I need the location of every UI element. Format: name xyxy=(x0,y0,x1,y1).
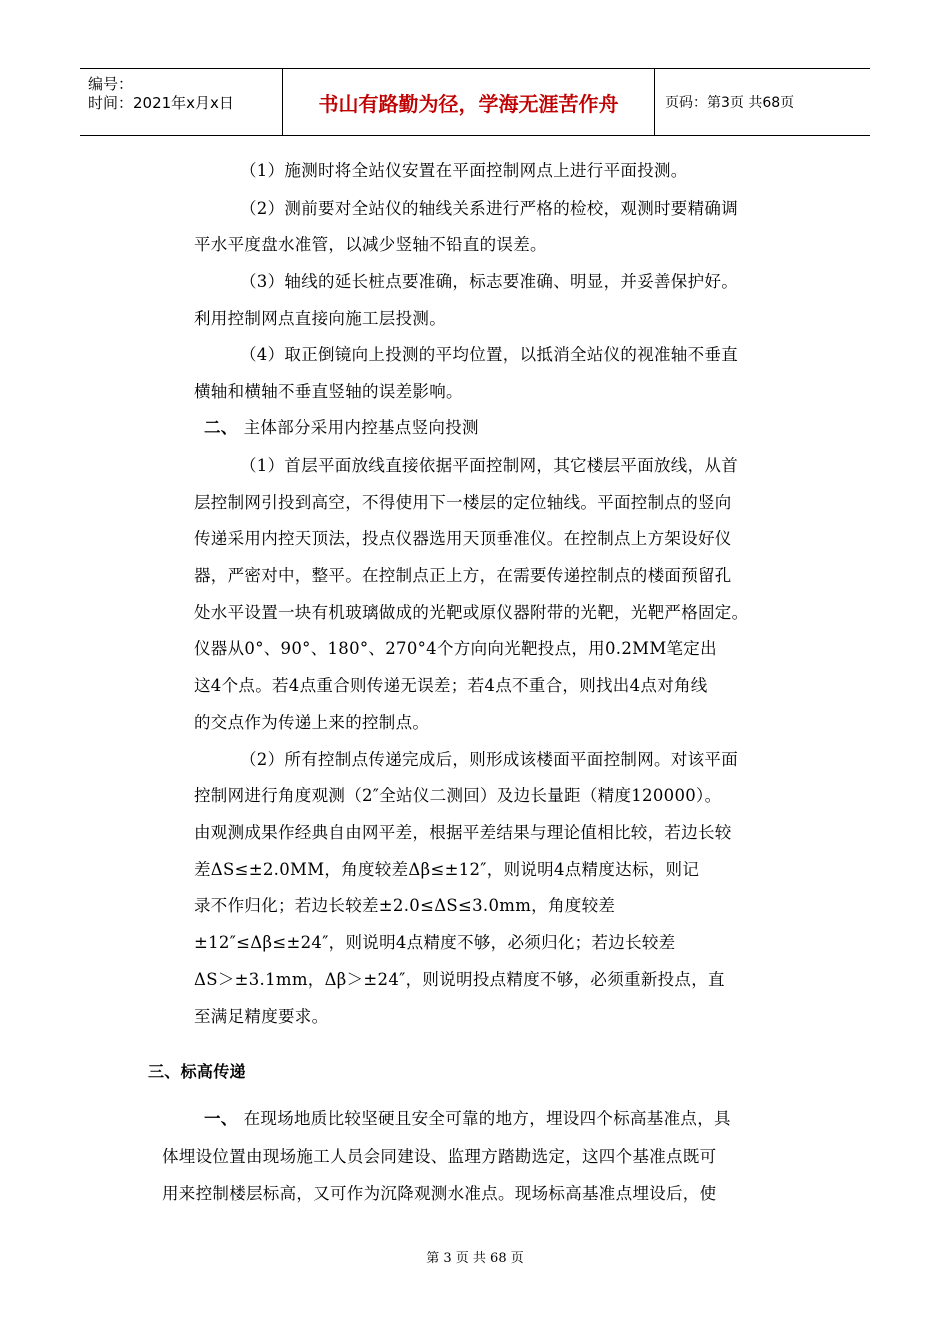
body-line: （2）测前要对全站仪的轴线关系进行严格的检校，观测时要精确调 xyxy=(240,199,738,218)
document-date: 时间：2021年x月x日 xyxy=(88,94,234,112)
body-line: 这4个点。若4点重合则传递无误差；若4点不重合，则找出4点对角线 xyxy=(194,676,708,695)
body-line: 录不作归化；若边长较差±2.0≤ΔS≤3.0mm，角度较差 xyxy=(194,896,616,915)
header-page-number: 页码：第3页 共68页 xyxy=(665,95,795,111)
body-line: （1）首层平面放线直接依据平面控制网，其它楼层平面放线，从首 xyxy=(240,456,738,475)
header-motto: 书山有路勤为径，学海无涯苦作舟 xyxy=(283,69,655,135)
body-line: 利用控制网点直接向施工层投测。 xyxy=(194,309,446,328)
body-line: 器，严密对中，整平。在控制点正上方，在需要传递控制点的楼面预留孔 xyxy=(194,566,732,585)
body-line: ±12″≤Δβ≤±24″，则说明4点精度不够，必须归化；若边长较差 xyxy=(194,933,676,952)
body-line: 传递采用内控天顶法，投点仪器选用天顶垂准仪。在控制点上方架设好仪 xyxy=(194,529,732,548)
body-line: （2）所有控制点传递完成后，则形成该楼面平面控制网。对该平面 xyxy=(240,750,738,769)
body-line: 仪器从0°、90°、180°、270°4个方向向光靶投点，用0.2MM笔定出 xyxy=(194,639,717,658)
heading-number: 二、 xyxy=(204,418,238,437)
body-line: ΔS＞±3.1mm，Δβ＞±24″，则说明投点精度不够，必须重新投点，直 xyxy=(194,970,725,989)
header-meta xyxy=(80,69,283,135)
body-line: （3）轴线的延长桩点要准确，标志要准确、明显，并妥善保护好。 xyxy=(240,272,738,291)
body-line: 用来控制楼层标高，又可作为沉降观测水准点。现场标高基准点埋设后，使 xyxy=(162,1184,717,1203)
body-line: 横轴和横轴不垂直竖轴的误差影响。 xyxy=(194,382,463,401)
body-line: （4）取正倒镜向上投测的平均位置，以抵消全站仪的视准轴不垂直 xyxy=(240,345,738,364)
body-text: 在现场地质比较坚硬且安全可靠的地方，埋设四个标高基准点，具 xyxy=(243,1109,731,1128)
body-line: 体埋设位置由现场施工人员会同建设、监理方踏勘选定，这四个基准点既可 xyxy=(162,1147,717,1166)
chapter-heading: 三、标高传递 xyxy=(148,1062,246,1081)
body-line: （1）施测时将全站仪安置在平面控制网点上进行平面投测。 xyxy=(240,161,688,180)
body-line: 平水平度盘水准管，以减少竖轴不铅直的误差。 xyxy=(194,235,547,254)
heading-text: 主体部分采用内控基点竖向投测 xyxy=(243,418,479,437)
document-number: 编号： xyxy=(88,75,134,93)
page-footer: 第 3 页 共 68 页 xyxy=(426,1251,524,1266)
page-header xyxy=(80,68,870,136)
body-line: 处水平设置一块有机玻璃做成的光靶或原仪器附带的光靶，光靶严格固定。 xyxy=(194,603,749,622)
body-line: 的交点作为传递上来的控制点。 xyxy=(194,713,430,732)
section-heading xyxy=(204,417,479,439)
body-line: 差ΔS≤±2.0MM，角度较差Δβ≤±12″，则说明4点精度达标，则记 xyxy=(194,860,700,879)
heading-number: 一、 xyxy=(204,1109,238,1128)
body-line: 控制网进行角度观测（2″全站仪二测回）及边长量距（精度120000）。 xyxy=(194,786,722,805)
body-line: 由观测成果作经典自由网平差，根据平差结果与理论值相比较，若边长较 xyxy=(194,823,732,842)
body-line: 至满足精度要求。 xyxy=(194,1007,329,1026)
body-line: 层控制网引投到高空，不得使用下一楼层的定位轴线。平面控制点的竖向 xyxy=(194,493,732,512)
body-line xyxy=(204,1108,731,1130)
